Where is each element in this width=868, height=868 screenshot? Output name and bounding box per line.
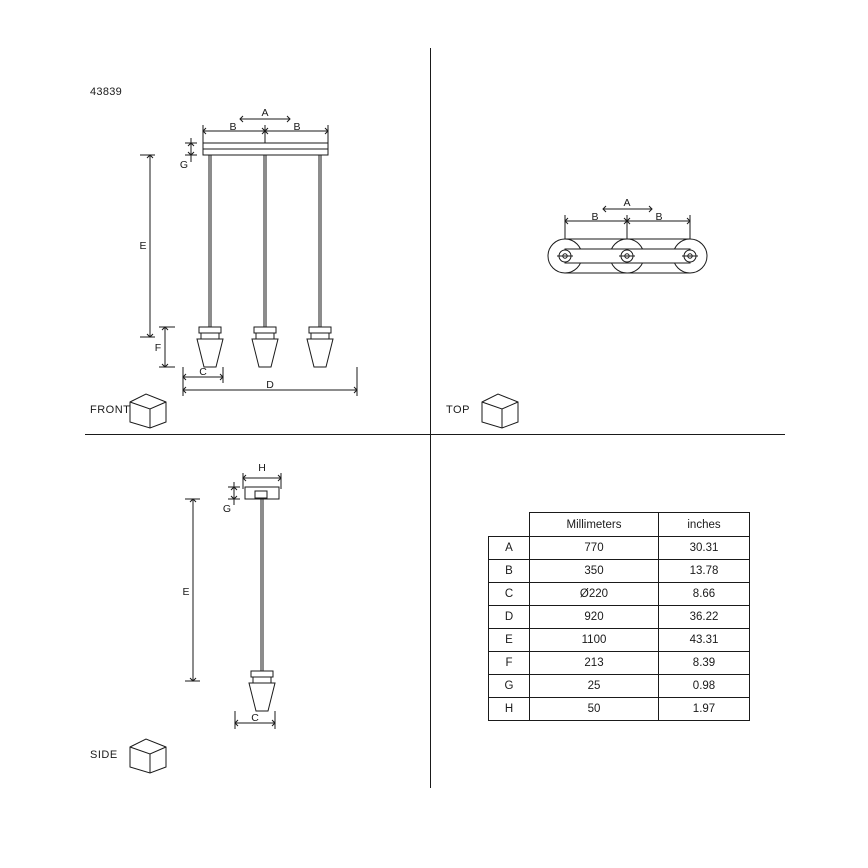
front-dim-f: F [154,342,162,354]
row-in: 13.78 [659,560,750,583]
row-mm: 1100 [530,629,659,652]
side-dim-g: G [222,503,232,515]
row-in: 8.39 [659,652,750,675]
row-mm: 920 [530,606,659,629]
front-dim-g: G [179,159,189,171]
front-dim-a: A [261,107,269,119]
top-dim-b-right: B [655,211,663,223]
row-letter: C [489,583,530,606]
row-letter: A [489,537,530,560]
table-row [489,652,750,675]
table-header-blank [489,513,530,537]
side-dim-c: C [251,712,259,724]
table-header-row [489,513,750,537]
vertical-divider [430,48,431,788]
row-letter: B [489,560,530,583]
top-view-label: TOP [446,404,470,416]
dimension-table-wrap [488,512,750,721]
row-mm: 350 [530,560,659,583]
front-dim-b-left: B [229,121,237,133]
dimension-table [488,512,750,721]
row-letter: D [489,606,530,629]
row-mm: 50 [530,698,659,721]
row-in: 8.66 [659,583,750,606]
row-in: 43.31 [659,629,750,652]
row-letter: E [489,629,530,652]
table-row [489,583,750,606]
table-row [489,629,750,652]
top-view-drawing [515,195,735,305]
row-in: 1.97 [659,698,750,721]
front-view-drawing [85,105,385,425]
row-letter: G [489,675,530,698]
horizontal-divider [85,434,785,435]
cube-icon [478,390,522,430]
table-header-inches: inches [659,513,750,537]
table-row [489,675,750,698]
cube-icon [126,390,170,430]
table-row [489,560,750,583]
row-mm: 25 [530,675,659,698]
row-in: 36.22 [659,606,750,629]
model-code: 43839 [90,86,123,98]
table-row [489,606,750,629]
side-view-label: SIDE [90,749,118,761]
row-letter: F [489,652,530,675]
top-dim-a: A [623,197,631,209]
front-view-label: FRONT [90,404,131,416]
row-mm: Ø220 [530,583,659,606]
table-row [489,537,750,560]
table-row [489,698,750,721]
cube-icon [126,735,170,775]
row-in: 30.31 [659,537,750,560]
row-letter: H [489,698,530,721]
row-in: 0.98 [659,675,750,698]
row-mm: 213 [530,652,659,675]
front-dim-d: D [266,379,274,391]
row-mm: 770 [530,537,659,560]
table-header-millimeters: Millimeters [530,513,659,537]
front-dim-b-right: B [293,121,301,133]
side-dim-h: H [258,462,266,474]
side-dim-e: E [182,586,190,598]
front-dim-c: C [199,366,207,378]
side-view-drawing [85,455,325,755]
top-dim-b-left: B [591,211,599,223]
front-dim-e: E [139,240,147,252]
